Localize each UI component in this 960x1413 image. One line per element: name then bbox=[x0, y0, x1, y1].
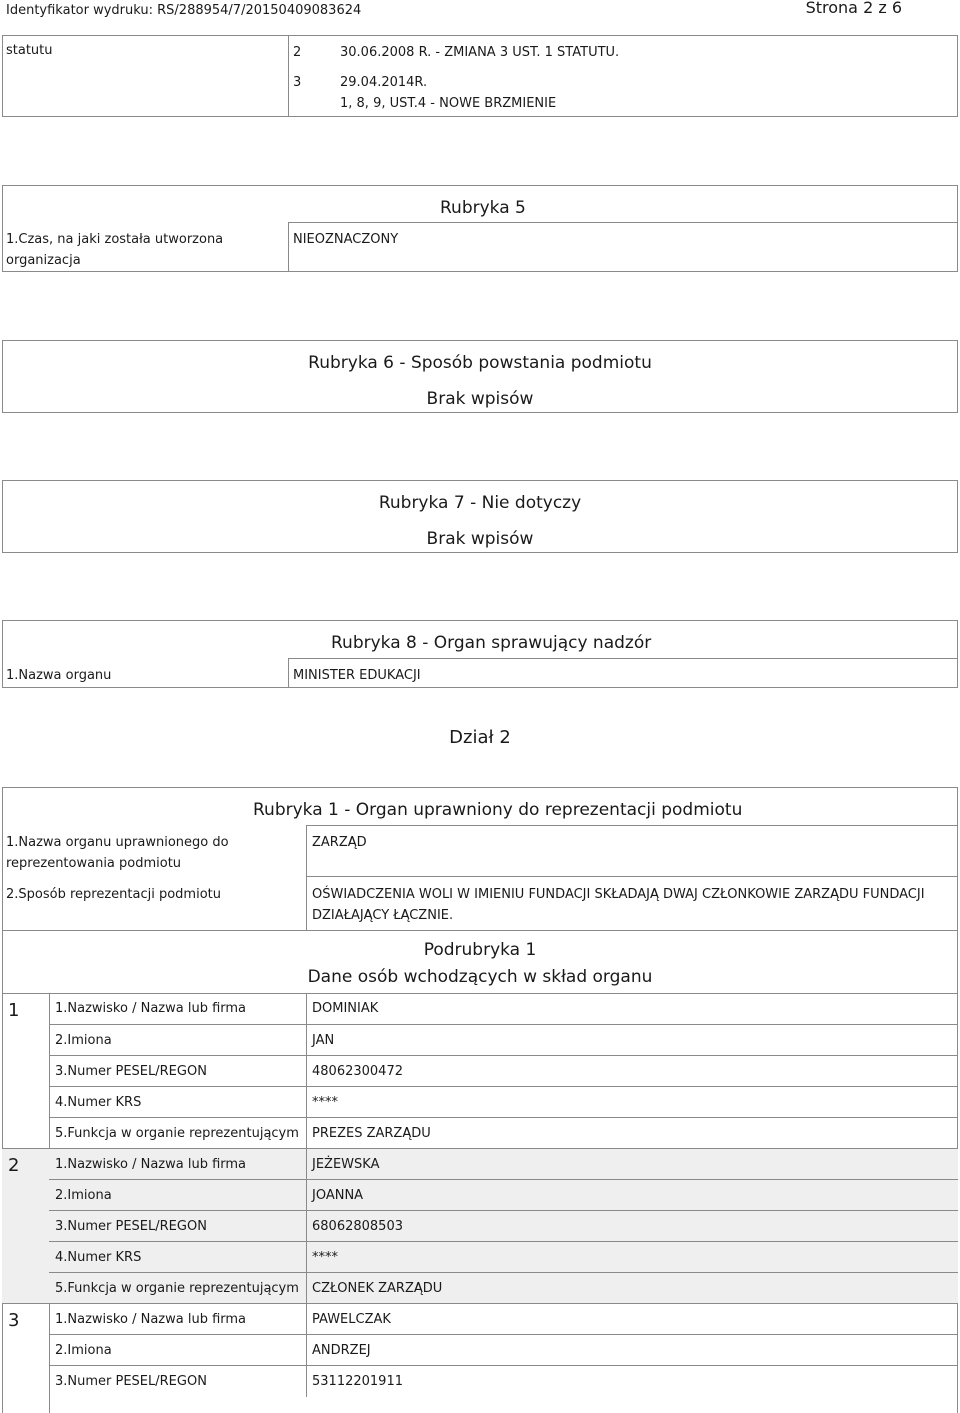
field-value: OŚWIADCZENIA WOLI W IMIENIU FUNDACJI SKŁADAJĄ DWAJ CZŁONKOWIE ZARZĄDU FUNDACJI DZIAŁAJĄCY ŁĄCZNIE. bbox=[312, 887, 925, 923]
person-field-label: 2.Imiona bbox=[55, 1343, 112, 1358]
rubryka-5-title: Rubryka 5 bbox=[440, 198, 526, 218]
person-field-value: ANDRZEJ bbox=[312, 1343, 371, 1358]
person-field-label: 3.Numer PESEL/REGON bbox=[55, 1374, 207, 1389]
person-field-label: 2.Imiona bbox=[55, 1188, 112, 1203]
field-value: MINISTER EDUKACJI bbox=[293, 668, 421, 683]
person-row bbox=[49, 1055, 958, 1086]
person-field-label: 1.Nazwisko / Nazwa lub firma bbox=[55, 1312, 247, 1327]
person-field-value: 68062808503 bbox=[312, 1219, 403, 1234]
statute-row-num: 3 bbox=[293, 75, 302, 90]
rubryka-8 bbox=[2, 620, 958, 688]
person-number: 1 bbox=[8, 1000, 20, 1021]
person-field-value: 53112201911 bbox=[312, 1374, 403, 1389]
person-row bbox=[49, 1117, 958, 1148]
person-row bbox=[49, 1272, 958, 1303]
person-field-value: **** bbox=[312, 1250, 338, 1265]
person-field-value: PAWELCZAK bbox=[312, 1312, 391, 1327]
person-field-label: 1.Nazwisko / Nazwa lub firma bbox=[55, 1157, 247, 1172]
person-row bbox=[49, 1086, 958, 1117]
person-row bbox=[49, 1148, 958, 1179]
person-field-value: JEŻEWSKA bbox=[312, 1157, 380, 1172]
persons-table bbox=[49, 993, 958, 1413]
person-number: 2 bbox=[8, 1155, 20, 1176]
person-field-label: 3.Numer PESEL/REGON bbox=[55, 1219, 207, 1234]
person-field-value: JAN bbox=[312, 1033, 335, 1048]
field-value: ZARZĄD bbox=[312, 835, 367, 850]
person-field-label: 3.Numer PESEL/REGON bbox=[55, 1064, 207, 1079]
person-field-value: PREZES ZARZĄDU bbox=[312, 1126, 431, 1141]
field-label: 2.Sposób reprezentacji podmiotu bbox=[6, 887, 221, 902]
statute-row-text: 30.06.2008 R. - ZMIANA 3 UST. 1 STATUTU. bbox=[340, 45, 620, 60]
section-title: Dział 2 bbox=[449, 727, 511, 748]
person-row bbox=[49, 1024, 958, 1055]
subsection-title: Podrubryka 1 bbox=[423, 940, 537, 960]
person-field-label: 5.Funkcja w organie reprezentującym bbox=[55, 1126, 299, 1141]
person-field-label: 1.Nazwisko / Nazwa lub firma bbox=[55, 1001, 247, 1016]
person-field-label: 2.Imiona bbox=[55, 1033, 112, 1048]
rubryka-6-title: Rubryka 6 - Sposób powstania podmiotu bbox=[308, 353, 652, 373]
statute-label: statutu bbox=[6, 43, 53, 58]
rubryka-7-title: Rubryka 7 - Nie dotyczy bbox=[378, 493, 582, 513]
person-row bbox=[49, 993, 958, 1024]
statute-row-num: 2 bbox=[293, 45, 302, 60]
person-field-label: 4.Numer KRS bbox=[55, 1250, 142, 1265]
person-row bbox=[49, 1303, 958, 1334]
person-row bbox=[49, 1210, 958, 1241]
field-value: NIEOZNACZONY bbox=[293, 232, 399, 247]
person-field-value: JOANNA bbox=[312, 1188, 364, 1203]
print-identifier: Identyfikator wydruku: RS/288954/7/20150409083624 bbox=[6, 3, 362, 18]
person-field-label: 5.Funkcja w organie reprezentującym bbox=[55, 1281, 299, 1296]
person-row bbox=[49, 1241, 958, 1272]
person-number: 3 bbox=[8, 1310, 20, 1331]
field-label: 1.Czas, na jaki została utworzona organizacja bbox=[6, 232, 224, 268]
field-label: 1.Nazwa organu uprawnionego do reprezentowania podmiotu bbox=[6, 835, 229, 871]
page-number: Strona 2 z 6 bbox=[805, 0, 902, 17]
person-field-value: DOMINIAK bbox=[312, 1001, 379, 1016]
person-row bbox=[49, 1365, 958, 1396]
person-field-value: 48062300472 bbox=[312, 1064, 403, 1079]
empty-entries: Brak wpisów bbox=[426, 529, 534, 549]
person-field-label: 4.Numer KRS bbox=[55, 1095, 142, 1110]
empty-entries: Brak wpisów bbox=[426, 389, 534, 409]
statute-row-text: 29.04.2014R. bbox=[340, 75, 428, 90]
person-field-value: CZŁONEK ZARZĄDU bbox=[312, 1281, 443, 1296]
person-row bbox=[49, 1334, 958, 1365]
person-row bbox=[49, 1179, 958, 1210]
subsection-subtitle: Dane osób wchodzących w skład organu bbox=[307, 967, 653, 987]
rubryka-1-title: Rubryka 1 - Organ uprawniony do reprezentacji podmiotu bbox=[253, 800, 743, 820]
statute-row-text: 1, 8, 9, UST.4 - NOWE BRZMIENIE bbox=[340, 96, 557, 111]
field-label: 1.Nazwa organu bbox=[6, 668, 112, 683]
person-field-value: **** bbox=[312, 1095, 338, 1110]
rubryka-8-title: Rubryka 8 - Organ sprawujący nadzór bbox=[331, 633, 652, 653]
